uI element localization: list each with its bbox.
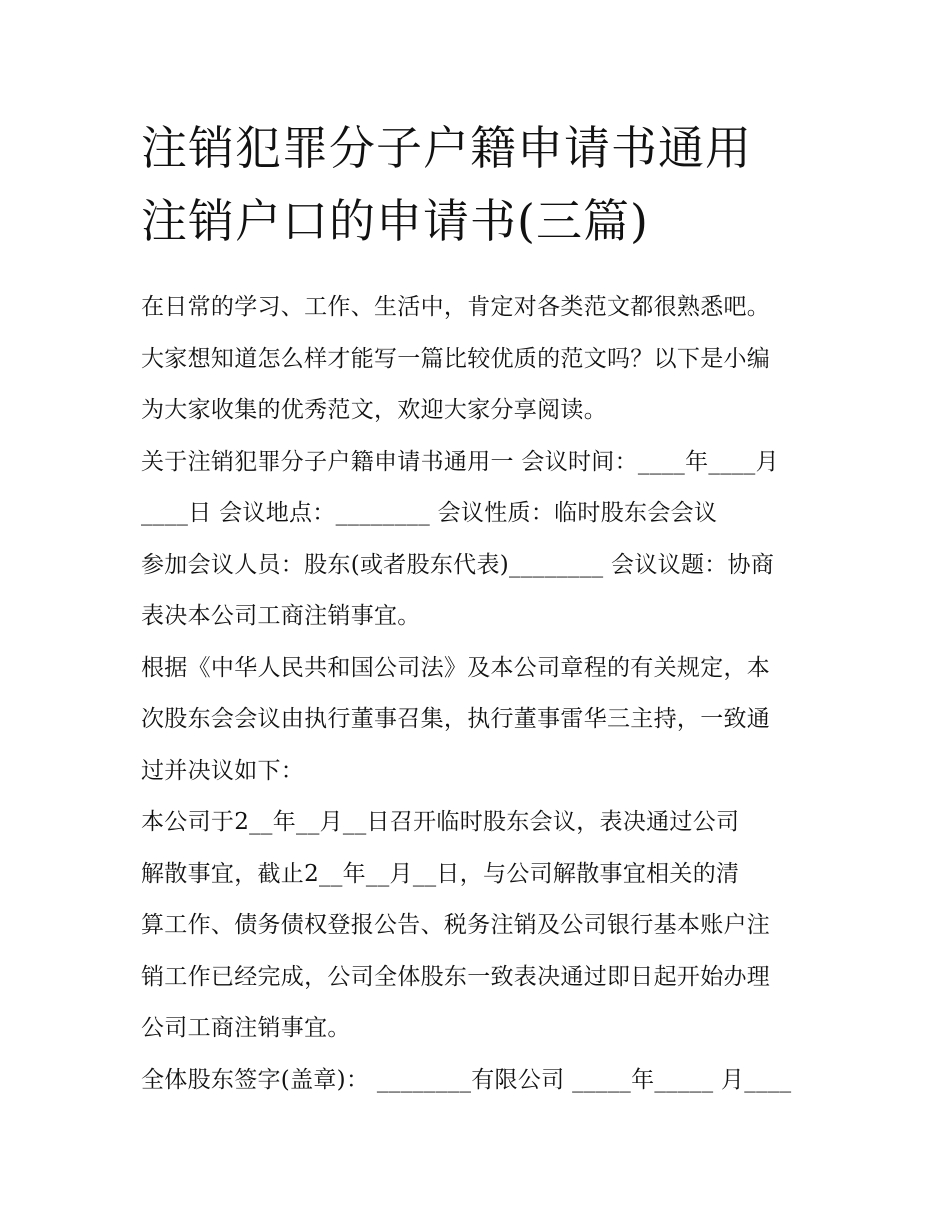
body-line: 公司工商注销事宜。 bbox=[141, 1015, 351, 1041]
document-page bbox=[141, 112, 821, 1106]
document-body bbox=[141, 282, 821, 1106]
body-line: 次股东会会议由执行董事召集，执行董事雷华三主持，一致通 bbox=[141, 706, 771, 732]
body-line: 在日常的学习、工作、生活中，肯定对各类范文都很熟悉吧。 bbox=[141, 294, 771, 320]
body-line: 根据《中华人民共和国公司法》及本公司章程的有关规定，本 bbox=[141, 654, 771, 681]
body-line: 过并决议如下： bbox=[141, 757, 305, 784]
title-line-2: 注销户口的申请书(三篇) bbox=[141, 194, 649, 248]
body-line: 大家想知道怎么样才能写一篇比较优质的范文吗？以下是小编 bbox=[141, 345, 771, 372]
body-line: ____日 会议地点：________ 会议性质：临时股东会会议 bbox=[141, 500, 718, 526]
body-line: 本公司于2__年__月__日召开临时股东会议，表决通过公司 bbox=[141, 809, 740, 835]
body-line: 表决本公司工商注销事宜。 bbox=[141, 603, 421, 629]
body-line: 销工作已经完成，公司全体股东一致表决通过即日起开始办理 bbox=[141, 963, 771, 990]
body-line: 解散事宜，截止2__年__月__日，与公司解散事宜相关的清 bbox=[141, 860, 740, 887]
document-title bbox=[141, 112, 821, 258]
body-line: 全体股东签字(盖章)： ________有限公司 _____年_____ 月____ bbox=[141, 1066, 792, 1093]
body-line: 参加会议人员：股东(或者股东代表)________ 会议议题：协商 bbox=[141, 551, 775, 578]
body-line: 为大家收集的优秀范文，欢迎大家分享阅读。 bbox=[141, 397, 607, 423]
body-line: 关于注销犯罪分子户籍申请书通用一 会议时间：____年____月 bbox=[141, 448, 779, 475]
body-line: 算工作、债务债权登报公告、税务注销及公司银行基本账户注 bbox=[141, 912, 771, 938]
title-line-1: 注销犯罪分子户籍申请书通用 bbox=[141, 121, 752, 175]
